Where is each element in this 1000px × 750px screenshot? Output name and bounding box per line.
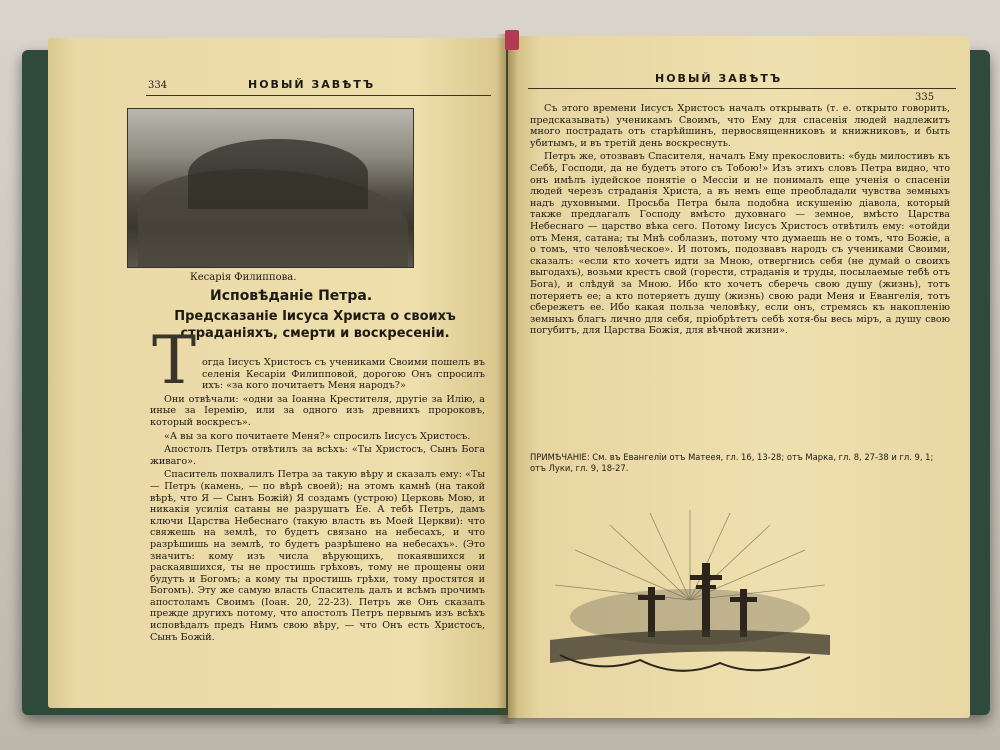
chapter-title: Исповѣданіе Петра. [210, 288, 373, 304]
paragraph: Съ этого времени Іисусъ Христосъ началъ открывать (т. е. открыто говорить, предсказывать) ученикамъ Своимъ, что Ему для спасенія людей надлежитъ много пострадать отъ старѣйшинъ, первосвященниковъ и книжниковъ, и быть убитымъ, и въ третій день воскреснуть. [530, 103, 950, 149]
caesarea-philippi-photo [127, 108, 414, 268]
left-header-rule [146, 95, 491, 96]
right-page-header: НОВЫЙ ЗАВѢТЪ [655, 72, 783, 85]
book-gutter [496, 34, 518, 724]
right-page-body [530, 103, 950, 339]
ornamental-drop-cap: Т [151, 322, 197, 399]
footnote: ПРИМѢЧАНІЕ: См. въ Евангеліи отъ Матеея, гл. 16, 13-28; отъ Марка, гл. 8, 27-38 и гл. 9, 1; отъ Луки, гл. 9, 18-27. [530, 452, 934, 473]
photo-ruins [188, 139, 368, 209]
ornamental-ground [550, 630, 830, 663]
right-header-rule [528, 88, 956, 89]
paragraph: Они отвѣчали: «одни за Іоанна Крестителя, другіе за Илію, а иные за Іеремію, или за одного изъ древнихъ пророковъ, который воскресъ». [150, 393, 485, 428]
bookmark-ribbon [505, 30, 519, 50]
left-page-number: 334 [148, 80, 168, 91]
paragraph: «А вы за кого почитаете Меня?» спросилъ Іисусъ Христосъ. [164, 430, 471, 442]
sun-rays [555, 510, 825, 600]
paragraph: Апостолъ Петръ отвѣтилъ за всѣхъ: «Ты Христосъ, Сынъ Бога живаго». [150, 444, 485, 467]
right-page-number: 335 [915, 92, 935, 103]
paragraph: Спаситель похвалилъ Петра за такую вѣру и сказалъ ему: «Ты — Петръ (камень, — по вѣрѣ своей); на этомъ камнѣ (на такой вѣрѣ, что Я — Сынъ Божій) Я создамъ (устрою) Церковь Мою, и никакія усилія сатаны не разрушатъ Ее. А тебѣ Петръ, дамъ ключи Царства Небеснаго (такую власть въ Моей Церкви): что свяжешь на землѣ, то будетъ связано на небесахъ, и что разрѣшишь на землѣ, то будетъ разрѣшено на небесахъ». (Это значитъ: кому изъ числа вѣрующихъ, покаявшихся и раскаявшихся, ты не простишь грѣховъ, тому не прощены они будутъ и Богомъ; а кому ты простишь грѣхи, тому простятся и Богомъ). Эту же самую власть Спаситель далъ и всѣмъ прочимъ апостоламъ Своимъ (Іоан. 20, 22-23). Петръ же Онъ сказалъ прежде другихъ потому, что апостолъ Петръ первымъ изъ всѣхъ исповѣдалъ предъ Нимъ свою вѣру, — что Онъ есть Христосъ, Сынъ Божій. [150, 469, 485, 643]
left-page-body [150, 357, 485, 645]
paragraph: огда Іисусъ Христосъ съ учениками Своими пошелъ въ селенія Кесаріи Филипповой, дорогою Онъ спросилъ ихъ: «за кого почитаетъ Меня народъ?» [202, 357, 485, 392]
crosses-vignette [540, 505, 840, 685]
chapter-subtitle: Предсказаніе Іисуса Христа о своихъ страданіяхъ, смерти и воскресеніи. [174, 309, 456, 341]
photo-caption: Кесарія Филиппова. [190, 272, 297, 283]
paragraph: Петръ же, отозвавъ Спасителя, началъ Ему прекословить: «будь милостивъ къ Себѣ, Господи, да не будетъ этого съ Тобою!» Изъ этихъ словъ Петра видно, что онъ имѣлъ іудейское понятіе о Мессіи и не понималъ еще ученія о спасеніи людей черезъ страданія Христа, а въ немъ еще преобладали чувства земныхъ надъ духовными. Просьба Петра была подобна искушенію діавола, который также предлагалъ Господу вмѣсто духовнаго — земное, вмѣсто Царства Небеснаго — царство вѣка сего. Потому Іисусъ Христосъ отвѣтилъ ему: «отойди отъ Меня, сатана; ты Мнѣ соблазнъ, потому что думаешь не о томъ, что Божіе, а о томъ, что человѣческое». И потомъ, подозвавъ народъ съ учениками Своими, сказалъ: «если кто хочетъ идти за Мною, отвергнись себя (не думай о своихъ выгодахъ), возьми крестъ свой (горести, страданія и труды, посылаемые тебѣ отъ Бога), и слѣдуй за Мною. Ибо кто хочетъ сберечь свою душу (жизнь), тотъ потеряетъ ее; а кто потеряетъ душу (жизнь) свою ради Меня и Евангелія, тотъ сбережетъ ее. Ибо какая польза человѣку, если онъ, стремясь къ накопленію земныхъ благъ лично для себя, пріобрѣтетъ себѣ хотя-бы весь міръ, а душу свою погубитъ, для Царства Божія, для вѣчной жизни». [530, 151, 950, 337]
left-page-header: НОВЫЙ ЗАВѢТЪ [248, 78, 376, 91]
